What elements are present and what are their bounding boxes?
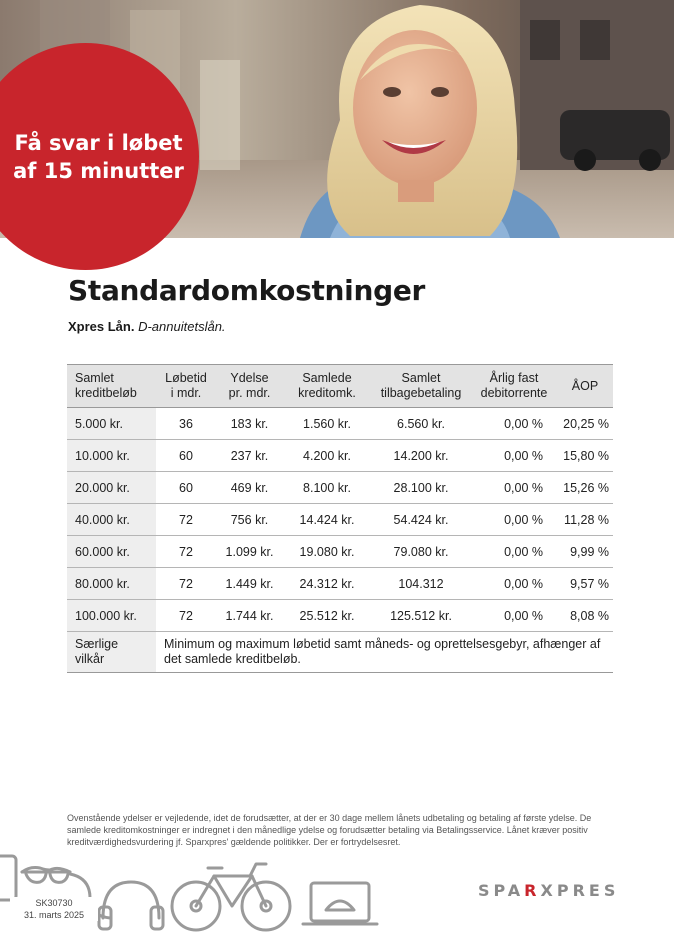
cell-amount: 5.000 kr.	[67, 408, 156, 440]
header-payment: Ydelse pr. mdr.	[216, 365, 283, 408]
product-type: D-annuitetslån.	[138, 319, 226, 334]
cell-aop: 8,08 %	[557, 600, 613, 632]
cell-total-repayment: 28.100 kr.	[371, 472, 471, 504]
cell-payment: 1.744 kr.	[216, 600, 283, 632]
product-name: Xpres Lån.	[68, 319, 135, 334]
cell-credit-cost: 25.512 kr.	[283, 600, 371, 632]
special-terms-text: Minimum og maximum løbetid samt måneds- og oprettelsesgebyr, afhænger af det samlede kreditbeløb.	[156, 632, 613, 673]
table-row	[67, 504, 613, 536]
doc-date: 31. marts 2025	[23, 910, 85, 920]
cell-aop: 15,26 %	[557, 472, 613, 504]
header-credit-amount: Samlet kreditbeløb	[67, 365, 156, 408]
cell-payment: 1.449 kr.	[216, 568, 283, 600]
cell-interest-rate: 0,00 %	[471, 568, 557, 600]
header-interest-rate: Årlig fast debitorrente	[471, 365, 557, 408]
header-credit-cost: Samlede kreditomk.	[283, 365, 371, 408]
special-terms-label: Særlige vilkår	[67, 632, 156, 673]
cell-amount: 100.000 kr.	[67, 600, 156, 632]
cell-credit-cost: 19.080 kr.	[283, 536, 371, 568]
cell-amount: 40.000 kr.	[67, 504, 156, 536]
cell-interest-rate: 0,00 %	[471, 504, 557, 536]
badge-line-2: af 15 minutter	[13, 158, 184, 183]
cell-interest-rate: 0,00 %	[471, 408, 557, 440]
cell-aop: 9,99 %	[557, 536, 613, 568]
table-row	[67, 536, 613, 568]
cell-term: 72	[156, 600, 216, 632]
cell-aop: 9,57 %	[557, 568, 613, 600]
cell-interest-rate: 0,00 %	[471, 472, 557, 504]
cell-term: 72	[156, 536, 216, 568]
cell-payment: 183 kr.	[216, 408, 283, 440]
cell-payment: 469 kr.	[216, 472, 283, 504]
cost-table	[67, 364, 613, 673]
headphones-icon	[99, 882, 163, 929]
cell-total-repayment: 14.200 kr.	[371, 440, 471, 472]
tablet-icon	[0, 856, 16, 900]
document-id	[10, 897, 98, 921]
cell-total-repayment: 6.560 kr.	[371, 408, 471, 440]
product-subtitle	[68, 319, 226, 334]
cell-credit-cost: 4.200 kr.	[283, 440, 371, 472]
cell-credit-cost: 8.100 kr.	[283, 472, 371, 504]
cell-credit-cost: 24.312 kr.	[283, 568, 371, 600]
cell-total-repayment: 104.312	[371, 568, 471, 600]
table-row	[67, 472, 613, 504]
cell-term: 60	[156, 440, 216, 472]
cell-interest-rate: 0,00 %	[471, 536, 557, 568]
cell-amount: 60.000 kr.	[67, 536, 156, 568]
cell-amount: 80.000 kr.	[67, 568, 156, 600]
cell-term: 72	[156, 568, 216, 600]
cell-term: 72	[156, 504, 216, 536]
cell-interest-rate: 0,00 %	[471, 600, 557, 632]
table-row	[67, 600, 613, 632]
cell-amount: 20.000 kr.	[67, 472, 156, 504]
table-header-row	[67, 365, 613, 408]
cell-aop: 20,25 %	[557, 408, 613, 440]
cell-total-repayment: 79.080 kr.	[371, 536, 471, 568]
cell-aop: 11,28 %	[557, 504, 613, 536]
cell-amount: 10.000 kr.	[67, 440, 156, 472]
bicycle-icon	[172, 864, 290, 930]
header-aop: ÅOP	[557, 365, 613, 408]
cell-payment: 1.099 kr.	[216, 536, 283, 568]
cell-interest-rate: 0,00 %	[471, 440, 557, 472]
cell-term: 60	[156, 472, 216, 504]
cell-payment: 756 kr.	[216, 504, 283, 536]
sparxpres-logo: SPARXPRES	[478, 881, 620, 900]
header-term: Løbetid i mdr.	[156, 365, 216, 408]
cell-credit-cost: 14.424 kr.	[283, 504, 371, 536]
doc-code: SK30730	[35, 898, 73, 908]
cell-total-repayment: 125.512 kr.	[371, 600, 471, 632]
cell-term: 36	[156, 408, 216, 440]
header-total-repayment: Samlet tilbagebetaling	[371, 365, 471, 408]
table-row	[67, 440, 613, 472]
cell-payment: 237 kr.	[216, 440, 283, 472]
page-title: Standardomkostninger	[68, 274, 426, 307]
special-terms-row	[67, 632, 613, 673]
disclaimer: Ovenstående ydelser er vejledende, idet de forudsætter, at der er 30 dage mellem lånets udbetaling og betaling af første ydelse. De samlede kreditomkostninger er indregnet i den månedlige ydelse og forudsætter betaling via Betalingsservice. Lånet kræver positiv kreditværdighedsvurdering jf. Sparxpres' gældende politikker. Der er fortrydelsesret.	[67, 813, 592, 847]
cell-aop: 15,80 %	[557, 440, 613, 472]
badge-line-1: Få svar i løbet	[14, 130, 183, 155]
table-row	[67, 568, 613, 600]
table-row	[67, 408, 613, 440]
cell-total-repayment: 54.424 kr.	[371, 504, 471, 536]
laptop-icon	[303, 883, 377, 924]
cell-credit-cost: 1.560 kr.	[283, 408, 371, 440]
